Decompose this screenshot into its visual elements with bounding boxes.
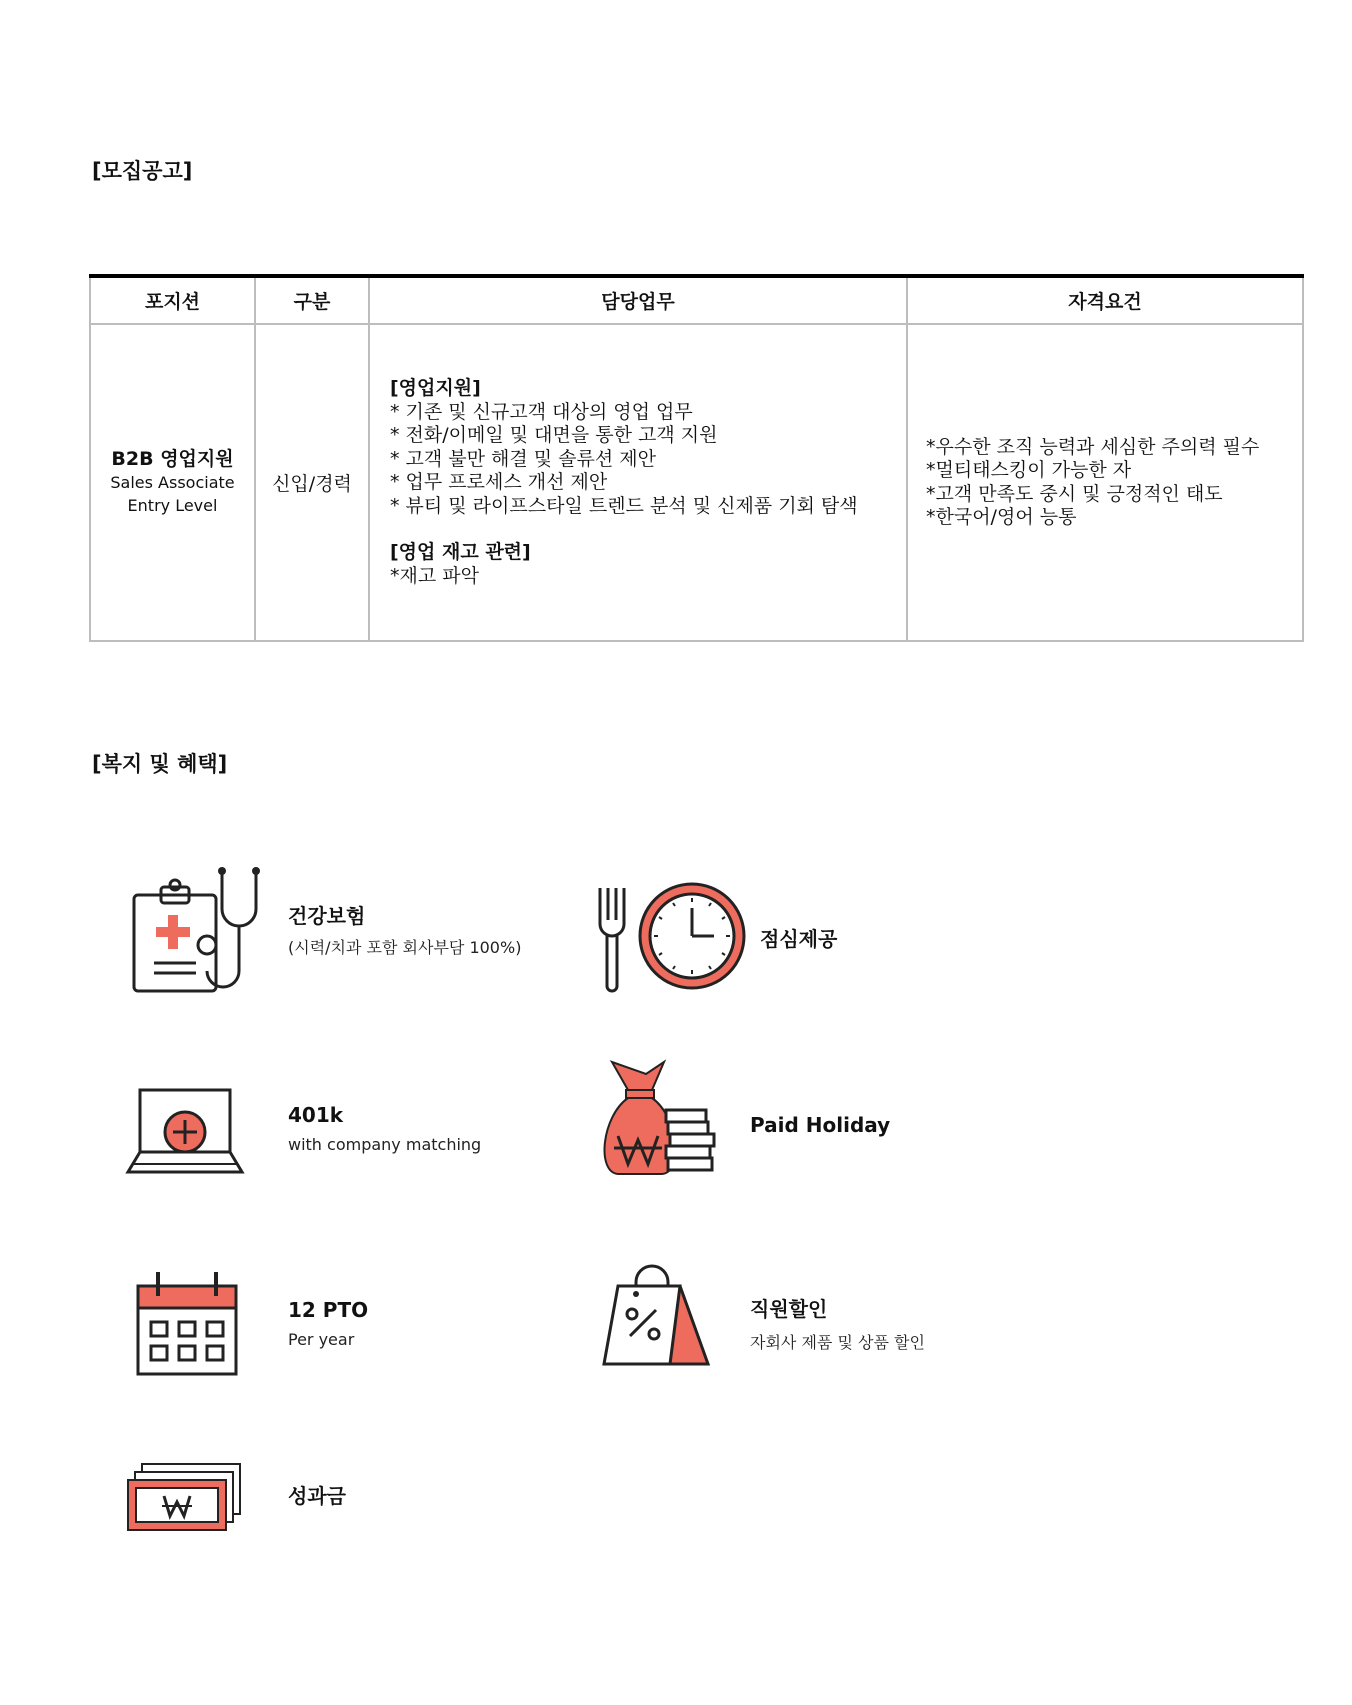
position-cell <box>90 324 255 641</box>
duties-group-title: [영업지원] <box>390 377 481 399</box>
recruit-section-title: [모집공고] <box>92 159 193 183</box>
duty-item: * 전화/이메일 및 대면을 통한 고객 지원 <box>390 424 718 446</box>
position-name: B2B 영업지원 <box>111 448 234 470</box>
duty-item: * 기존 및 신규고객 대상의 영업 업무 <box>390 400 693 423</box>
job-posting-table <box>89 274 1304 642</box>
header-requirements: 자격요건 <box>907 276 1303 324</box>
header-type: 구분 <box>255 276 369 324</box>
banknote-won-icon <box>126 1462 242 1534</box>
table-row <box>90 324 1303 641</box>
header-duties: 담당업무 <box>369 276 907 324</box>
requirement-item: *멀티태스킹이 가능한 자 <box>926 459 1132 481</box>
benefit-label: 직원할인 <box>750 1297 828 1321</box>
table-header-row <box>90 276 1303 324</box>
duty-item: * 뷰티 및 라이프스타일 트렌드 분석 및 신제품 기회 탐색 <box>390 494 858 517</box>
money-bag-won-icon <box>598 1060 718 1178</box>
employment-type-cell: 신입/경력 <box>255 324 369 641</box>
requirement-item: *고객 만족도 중시 및 긍정적인 태도 <box>926 482 1223 505</box>
duty-item: * 고객 불만 해결 및 솔류션 제안 <box>390 447 656 470</box>
calendar-icon <box>136 1270 238 1378</box>
benefit-label: 점심제공 <box>760 927 838 951</box>
header-position: 포지션 <box>90 276 255 324</box>
shopping-bag-percent-icon <box>602 1264 710 1368</box>
medical-clipboard-icon <box>126 865 258 997</box>
benefit-sub: (시력/치과 포함 회사부담 100%) <box>288 938 522 957</box>
duties-group-title: [영업 재고 관련] <box>390 541 531 563</box>
duty-item: * 업무 프로세스 개선 제안 <box>390 471 608 493</box>
laptop-plus-icon <box>126 1088 244 1174</box>
requirements-cell <box>907 324 1303 641</box>
fork-clock-icon <box>598 882 748 992</box>
position-sub-title: Sales Associate <box>110 473 235 492</box>
requirement-item: *한국어/영어 능통 <box>926 506 1077 528</box>
benefits-section-title: [복지 및 혜택] <box>92 752 228 776</box>
position-level: Entry Level <box>127 496 218 515</box>
benefit-label: 12 PTO <box>288 1298 369 1322</box>
benefit-sub: 자회사 제품 및 상품 할인 <box>750 1333 925 1352</box>
benefit-sub: with company matching <box>288 1135 482 1154</box>
benefit-label: Paid Holiday <box>750 1113 891 1137</box>
benefit-sub: Per year <box>288 1330 355 1349</box>
benefit-label: 401k <box>288 1103 344 1127</box>
requirement-item: *우수한 조직 능력과 세심한 주의력 필수 <box>926 435 1260 458</box>
spacer <box>390 518 905 541</box>
benefit-label: 성과금 <box>288 1484 346 1508</box>
benefit-label: 건강보험 <box>288 904 366 928</box>
duties-cell <box>369 324 907 641</box>
duty-item: *재고 파악 <box>390 564 479 587</box>
